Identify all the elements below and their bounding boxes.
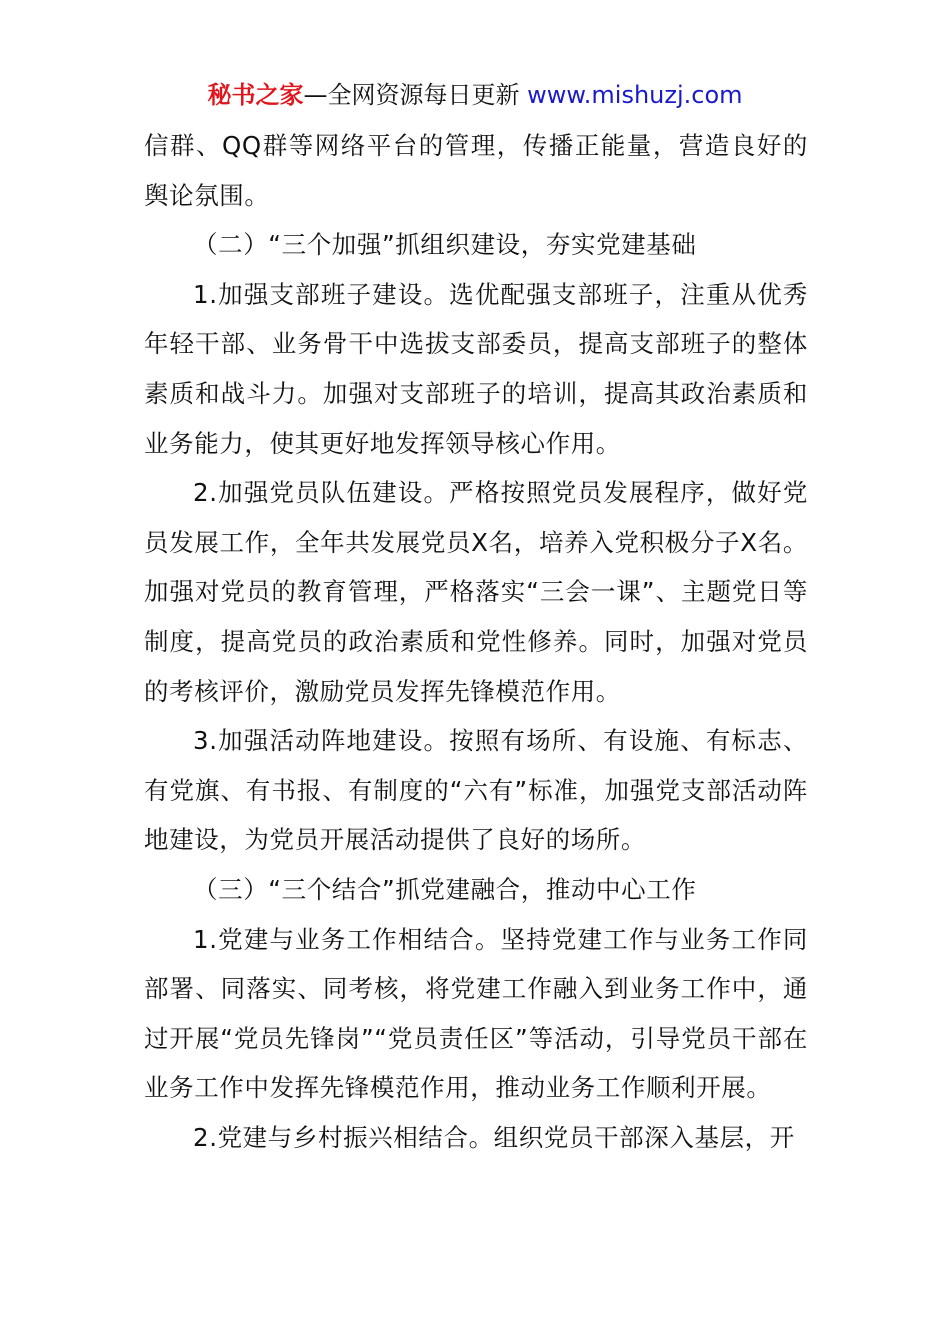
- paragraph: 1.加强支部班子建设。选优配强支部班子，注重从优秀年轻干部、业务骨干中选拔支部委员，提高支部班子的整体素质和战斗力。加强对支部班子的培训，提高其政治素质和业务能力，使其更好地发挥领导核心作用。: [144, 279, 808, 458]
- paragraph: 2.党建与乡村振兴相结合。组织党员干部深入基层，开: [193, 1122, 795, 1152]
- paragraph: 3.加强活动阵地建设。按照有场所、有设施、有标志、有党旗、有书报、有制度的“六有”标准，加强党支部活动阵地建设，为党员开展活动提供了良好的场所。: [144, 726, 808, 855]
- section-heading: （三）“三个结合”抓党建融合，推动中心工作: [193, 874, 697, 904]
- site-header: [0, 78, 950, 112]
- paragraph: 1.党建与业务工作相结合。坚持党建工作与业务工作同部署、同落实、同考核，将党建工作融入到业务工作中，通过开展“党员先锋岗”“党员责任区”等活动，引导党员干部在业务工作中发挥先锋模范作用，推动业务工作顺利开展。: [144, 924, 808, 1103]
- paragraph: 信群、QQ群等网络平台的管理，传播正能量，营造良好的舆论氛围。: [144, 131, 808, 210]
- paragraph: 2.加强党员队伍建设。严格按照党员发展程序，做好党员发展工作，全年共发展党员X名，培养入党积极分子X名。加强对党员的教育管理，严格落实“三会一课”、主题党日等制度，提高党员的政治素质和党性修养。同时，加强对党员的考核评价，激励党员发挥先锋模范作用。: [144, 478, 808, 706]
- header-tagline: —全网资源每日更新: [303, 81, 528, 109]
- site-url-link[interactable]: www.mishuzj.com: [527, 81, 743, 109]
- document-body: [144, 121, 808, 1162]
- brand-name: 秘书之家: [207, 81, 304, 109]
- section-heading: （二）“三个加强”抓组织建设，夯实党建基础: [193, 230, 697, 260]
